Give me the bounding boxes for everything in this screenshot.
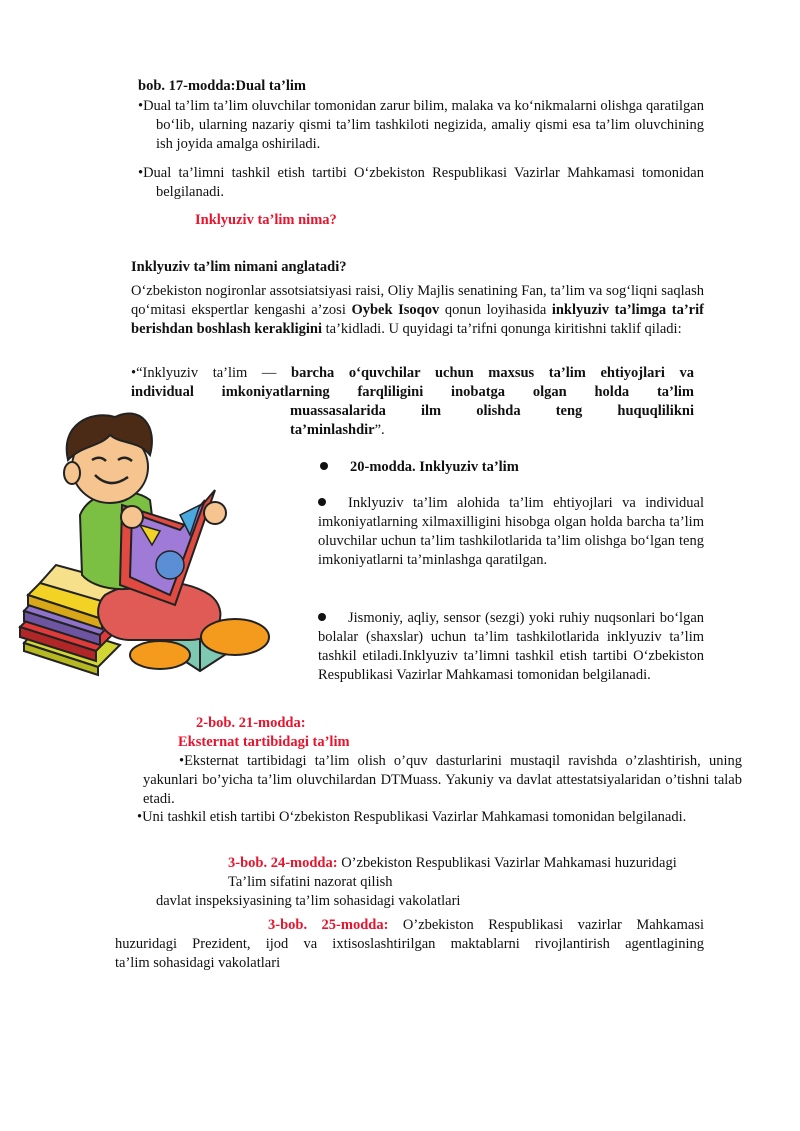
article-21-heading: 2-bob. 21-modda: xyxy=(196,715,306,731)
article-20-title-text: 20-modda. Inklyuziv ta’lim xyxy=(350,459,519,475)
definition-bold-1: barcha o‘quvchilar uchun maxsus ta’lim ehtiyojlari va xyxy=(291,365,694,381)
article-25-line-1 xyxy=(268,916,704,935)
section-17-heading: bob. 17-modda:Dual ta’lim xyxy=(138,78,306,94)
intro-bold-phrase: inklyuziv ta’limga ta’rif berishdan boshlash kerakligini xyxy=(131,302,704,337)
article-20-paragraph-1 xyxy=(318,494,704,570)
article-20-paragraph-1-text: Inklyuziv ta’lim alohida ta’lim ehtiyojlari va individual imkoniyatlarning xilmaxilligini hisobga olgan holda barcha ta’lim oluvchilar uchun ta’lim tashkilotlarida ta’lim olishga bo‘lgan teng imkoniyatlarni ta’minlashga qaratilgan. xyxy=(318,495,704,568)
article-24-line-2: Ta’lim sifatini nazorat qilish xyxy=(228,874,393,890)
article-25-line-3: ta’lim sohasidagi vakolatlari xyxy=(115,955,281,971)
intro-paragraph xyxy=(131,282,704,339)
dual-paragraph-1: •Dual ta’lim ta’lim oluvchilar tomonidan zarur bilim, malaka va ko‘nikmalarni olishga qaratilgan bo‘lib, ularning nazariy qismi ta’lim tashkiloti negizida, amaliy qismi esa ta’lim oluvchining ish joyida amalga oshiriladi. xyxy=(138,98,704,152)
boy-reading-book-illustration xyxy=(10,405,280,680)
article-21-paragraph-1: •Eksternat tartibidagi ta’lim olish o’quv dasturlarini mustaqil ravishda o’zlashtirish, uning yakunlari bo’yicha ta’lim oluvchilardan DTMuass. Yakuniy va davlat attestatsiyalaridan o’tishni talab etadi. xyxy=(143,753,742,807)
definition-line-1 xyxy=(131,364,694,383)
bullet-dot xyxy=(318,498,326,506)
article-24-line-3: davlat inspeksiyasining ta’lim sohasidagi vakolatlari xyxy=(156,893,461,909)
definition-lead: •“Inklyuziv ta’lim — xyxy=(131,365,292,381)
article-25-text-a: O’zbekiston Respublikasi vazirlar Mahkamasi xyxy=(388,917,704,933)
article-20-paragraph-2 xyxy=(318,609,704,685)
intro-text-a: O‘zbekiston nogironlar assotsiatsiyasi raisi, Oliy Majlis senatining Fan, ta’lim va sog‘liqni saqlash qo‘mitasi ekspertlar kengashi a’zosi xyxy=(131,283,704,318)
inclusive-meaning-heading: Inklyuziv ta’lim nimani anglatadi? xyxy=(131,259,347,275)
dual-paragraph-2: •Dual ta’limni tashkil etish tartibi O‘zbekiston Respublikasi Vazirlar Mahkamasi tomonidan belgilanadi. xyxy=(138,165,704,200)
article-24-text-a: O’zbekiston Respublikasi Vazirlar Mahkamasi huzuridagi xyxy=(337,855,677,871)
shoe-left xyxy=(130,641,190,669)
article-20-paragraph-2-text: Jismoniy, aqliy, sensor (sezgi) yoki ruhiy nuqsonlari bo‘lgan bolalar (shaxslar) uchun ta’lim tashkilotlarida inklyuziv ta’lim tashkil etiladi.Inklyuziv ta’limni tashkil etish tartibi O‘zbekiston Respublikasi Vazirlar Mahkamasi tomonidan belgilanadi. xyxy=(318,610,704,683)
definition-line-4 xyxy=(290,421,385,440)
definition-line-3: muassasalarida ilm olishda teng huquqlilikni xyxy=(290,403,694,419)
shoe-right xyxy=(201,619,269,655)
article-25-heading: 3-bob. 25-modda: xyxy=(268,917,389,933)
definition-line-2: individual imkoniyatlarning farqliligini inobatga olgan holda ta’lim xyxy=(131,384,694,400)
bullet-dot xyxy=(320,462,328,470)
inclusive-question-title: Inklyuziv ta’lim nima? xyxy=(195,212,337,228)
person-name: Oybek Isoqov xyxy=(351,302,440,318)
definition-bold-end: ta’minlashdir xyxy=(290,422,375,438)
article-21-paragraph-2: •Uni tashkil etish tartibi O‘zbekiston Respublikasi Vazirlar Mahkamasi tomonidan belgilanadi. xyxy=(137,809,687,825)
article-24-heading: 3-bob. 24-modda: xyxy=(228,855,338,871)
intro-text-b: qonun loyihasida xyxy=(439,302,552,318)
article-24-line-1 xyxy=(228,854,677,873)
article-20-title xyxy=(320,458,519,477)
bullet-dot xyxy=(318,613,326,621)
intro-text-c: ta’kidladi. U quyidagi ta’rifni qonunga kiritishni taklif qiladi: xyxy=(322,321,682,337)
article-21-subtitle: Eksternat tartibidagi ta’lim xyxy=(178,734,350,750)
definition-close: ”. xyxy=(374,422,385,438)
article-25-line-2: huzuridagi Prezident, ijod va ixtisoslashtirilgan maktablarni rivojlantirish agentlagining xyxy=(115,936,704,952)
